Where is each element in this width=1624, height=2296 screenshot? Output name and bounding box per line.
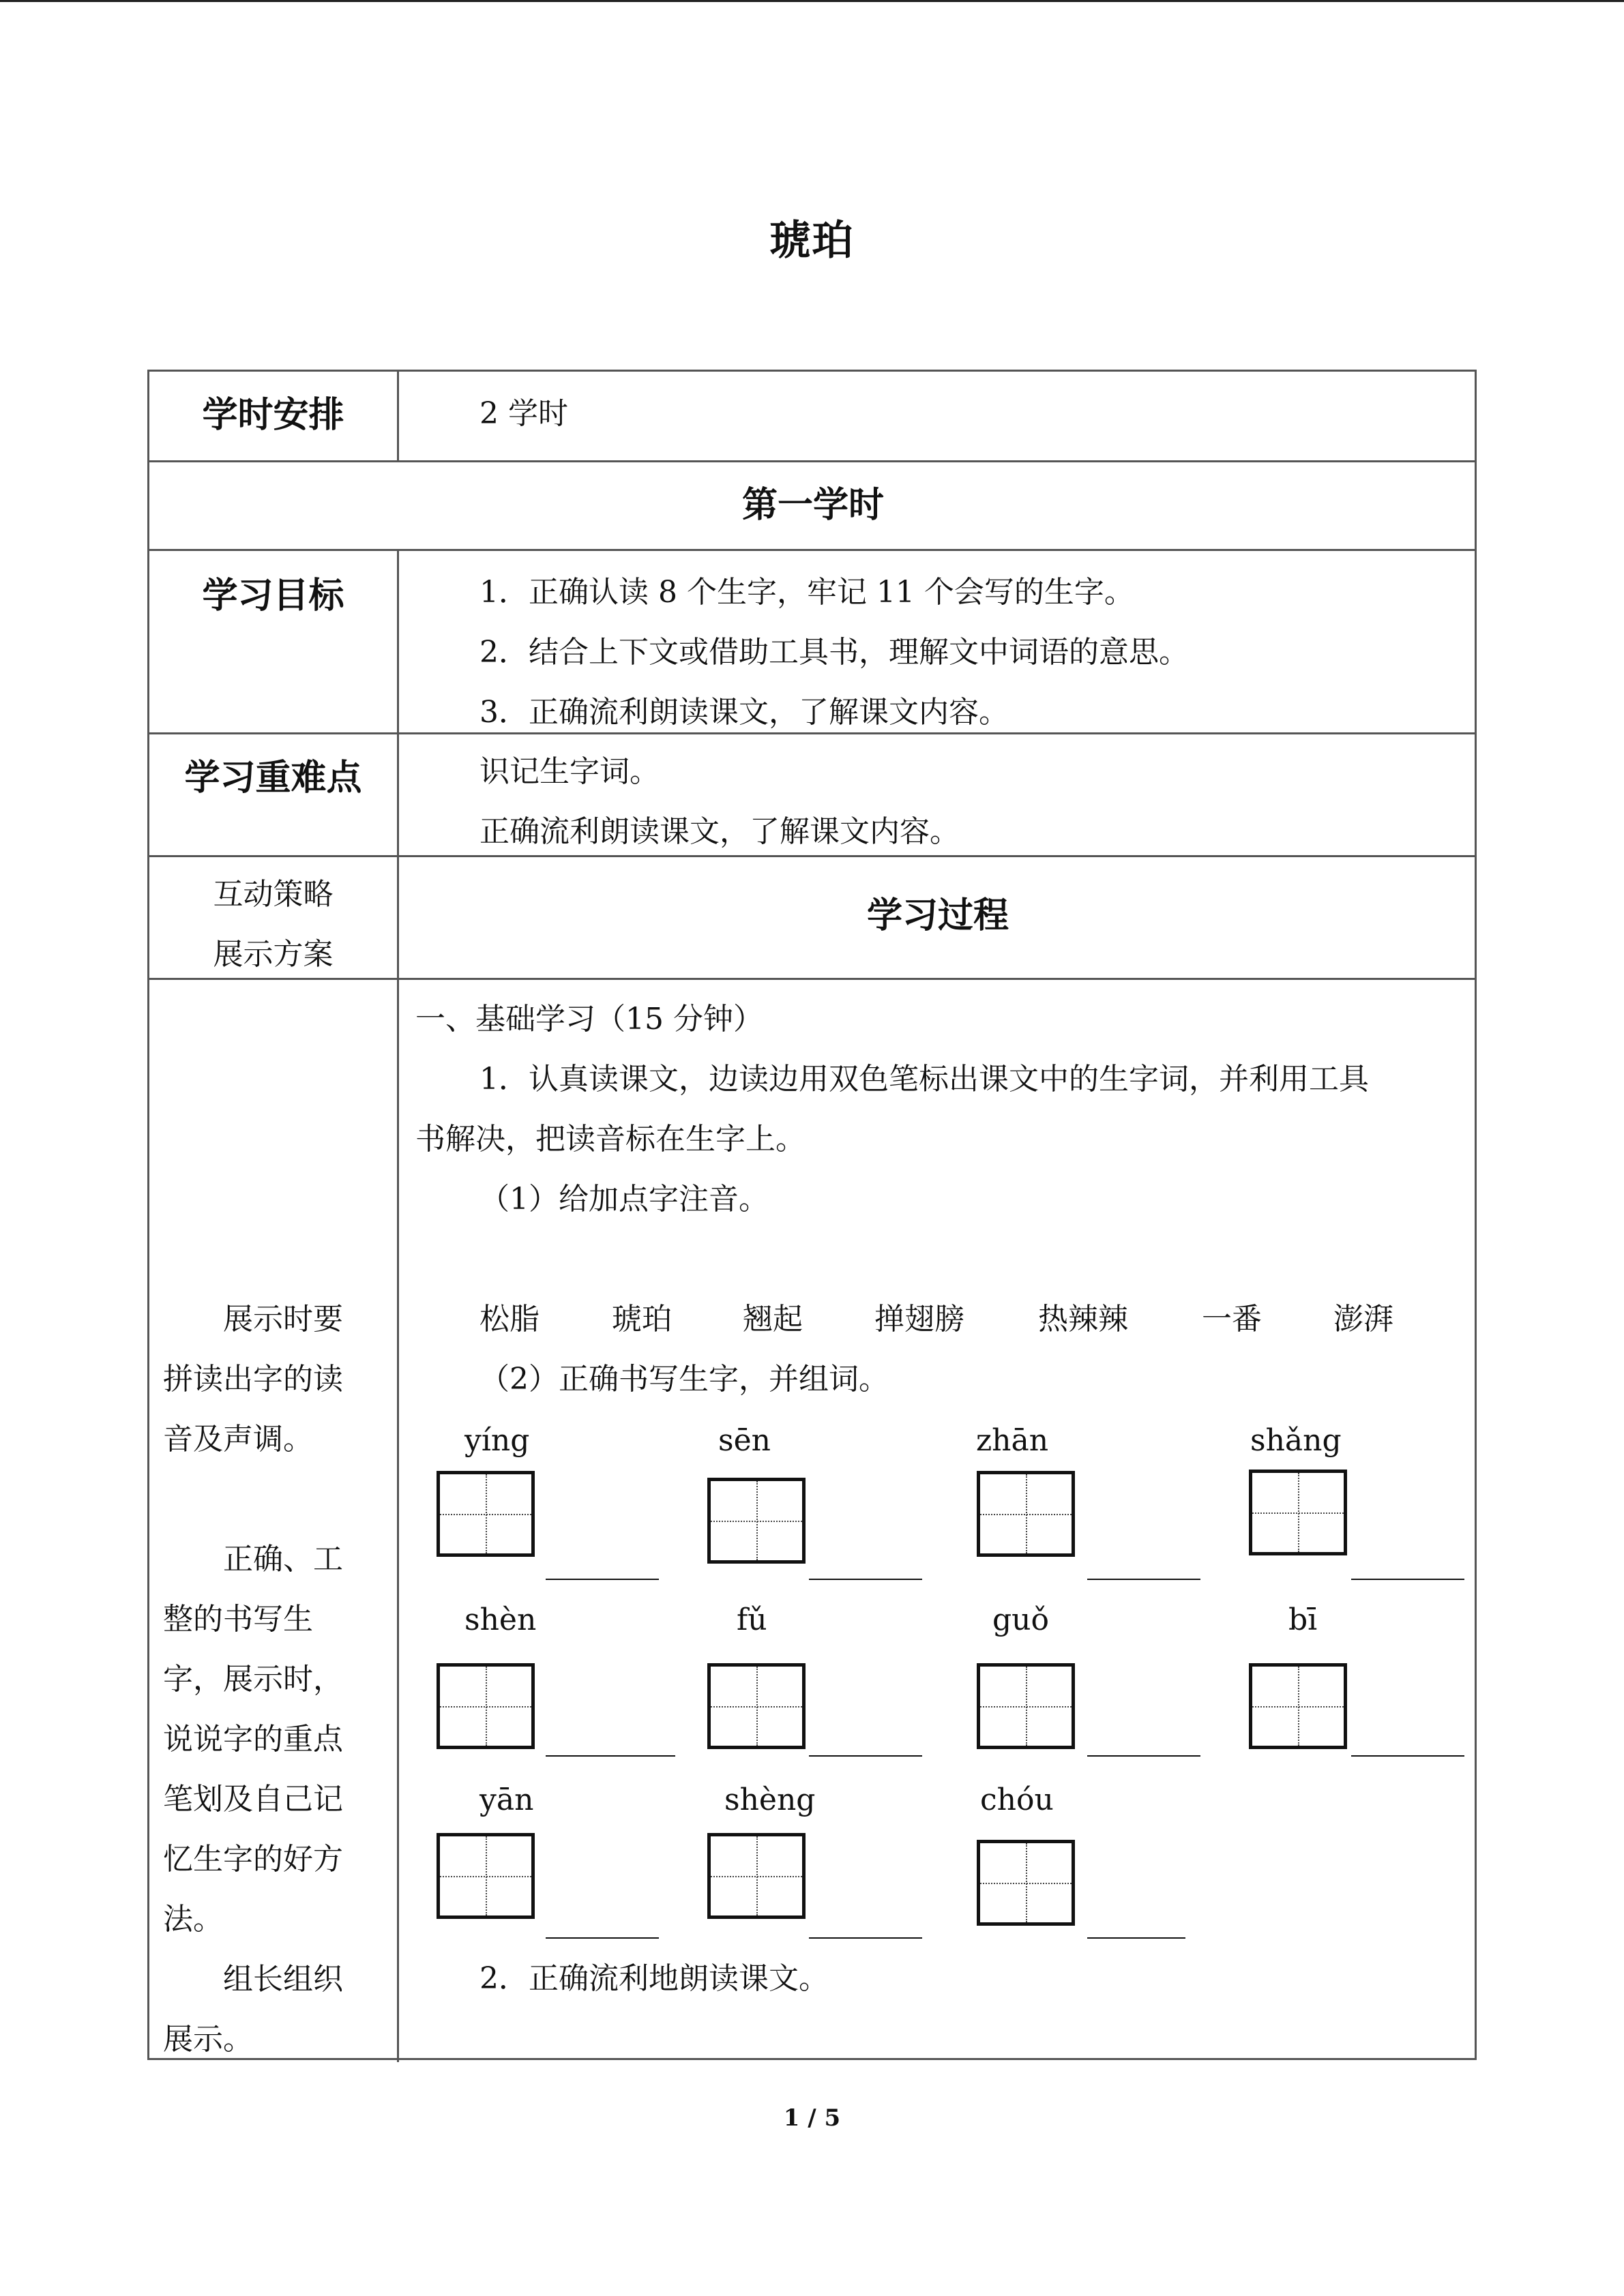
sub-instruction: （2）正确书写生字，并组词。 — [479, 1362, 889, 1397]
answer-line[interactable] — [809, 1937, 922, 1939]
pinyin-label: sēn — [718, 1423, 771, 1458]
side-note: 拼读出字的读 — [163, 1362, 343, 1397]
instruction-line: 2．正确流利地朗读课文。 — [479, 1961, 829, 1996]
answer-line[interactable] — [1087, 1755, 1200, 1757]
word-item: 松脂 — [479, 1302, 540, 1337]
side-note: 正确、工 — [223, 1542, 343, 1577]
writing-grid[interactable] — [707, 1663, 806, 1749]
instruction-line: 1．认真读课文，边读边用双色笔标出课文中的生字词，并利用工具 — [479, 1062, 1369, 1097]
pinyin-label: shèn — [464, 1602, 537, 1637]
section-heading: 一、基础学习（15 分钟） — [415, 1002, 763, 1037]
schedule-label: 学时安排 — [202, 394, 344, 436]
schedule-value: 2 学时 — [479, 396, 568, 431]
writing-grid[interactable] — [977, 1663, 1075, 1749]
pinyin-label: zhān — [976, 1423, 1049, 1458]
writing-grid[interactable] — [977, 1471, 1075, 1557]
goals-label: 学习目标 — [202, 575, 344, 616]
answer-line[interactable] — [546, 1755, 675, 1757]
goal-item: 1．正确认读 8 个生字，牢记 11 个会写的生字。 — [479, 575, 1134, 610]
side-note: 说说字的重点 — [163, 1722, 343, 1757]
session-heading: 第一学时 — [741, 484, 884, 526]
key-point: 正确流利朗读课文，了解课文内容。 — [479, 814, 960, 849]
side-note: 组长组织 — [223, 1962, 343, 1997]
side-note: 展示时要 — [223, 1302, 343, 1337]
writing-grid[interactable] — [977, 1840, 1075, 1926]
top-rule — [0, 0, 1624, 2]
row-divider — [149, 732, 1475, 734]
instruction-line: 书解决，把读音标在生字上。 — [415, 1122, 806, 1157]
word-item: 翘起 — [743, 1302, 803, 1337]
sub-instruction: （1）给加点字注音。 — [479, 1182, 769, 1217]
writing-grid[interactable] — [437, 1833, 535, 1919]
goal-item: 2．结合上下文或借助工具书，理解文中词语的意思。 — [479, 635, 1189, 670]
answer-line[interactable] — [1087, 1579, 1200, 1580]
page-title: 琥珀 — [769, 217, 855, 265]
key-label: 学习重难点 — [184, 757, 362, 799]
pinyin-label: fǔ — [737, 1602, 767, 1637]
side-note: 法。 — [163, 1902, 223, 1937]
writing-grid[interactable] — [707, 1478, 806, 1564]
word-item: 一番 — [1202, 1302, 1262, 1337]
pinyin-label: shǎng — [1250, 1423, 1342, 1458]
answer-line[interactable] — [1351, 1755, 1464, 1757]
answer-line[interactable] — [1351, 1579, 1464, 1580]
word-item: 热辣辣 — [1038, 1302, 1128, 1337]
pinyin-label: yíng — [464, 1423, 530, 1458]
answer-line[interactable] — [809, 1755, 922, 1757]
answer-line[interactable] — [546, 1937, 659, 1939]
process-heading: 学习过程 — [866, 895, 1009, 936]
row-divider — [149, 855, 1475, 857]
pinyin-label: yān — [479, 1783, 534, 1817]
side-note: 整的书写生 — [163, 1602, 313, 1637]
pinyin-label: chóu — [980, 1783, 1054, 1817]
goal-item: 3．正确流利朗读课文，了解课文内容。 — [479, 695, 1009, 730]
answer-line[interactable] — [809, 1579, 922, 1580]
side-note: 笔划及自己记 — [163, 1782, 343, 1817]
row-divider — [149, 978, 1475, 980]
word-item: 掸翅膀 — [874, 1302, 964, 1337]
writing-grid[interactable] — [1249, 1663, 1347, 1749]
pinyin-label: bī — [1288, 1602, 1318, 1637]
writing-grid[interactable] — [437, 1663, 535, 1749]
writing-grid[interactable] — [437, 1471, 535, 1557]
page-number: 1 / 5 — [783, 2104, 841, 2132]
pinyin-label: shèng — [724, 1783, 816, 1817]
side-note: 忆生字的好方 — [163, 1842, 343, 1877]
side-note: 音及声调。 — [163, 1422, 313, 1457]
word-item: 琥珀 — [612, 1302, 672, 1337]
answer-line[interactable] — [546, 1579, 659, 1580]
pinyin-label: guǒ — [992, 1602, 1049, 1637]
strategy-label: 展示方案 — [213, 937, 334, 972]
strategy-label: 互动策略 — [213, 877, 334, 912]
answer-line[interactable] — [1087, 1937, 1185, 1939]
key-point: 识记生字词。 — [479, 754, 660, 789]
side-note: 字，展示时， — [163, 1662, 343, 1697]
col-divider — [397, 372, 399, 460]
side-note: 展示。 — [163, 2022, 253, 2057]
lesson-table — [147, 370, 1477, 2060]
row-divider — [149, 460, 1475, 462]
writing-grid[interactable] — [707, 1833, 806, 1919]
row-divider — [149, 549, 1475, 551]
word-item: 澎湃 — [1333, 1302, 1393, 1337]
writing-grid[interactable] — [1249, 1470, 1347, 1555]
